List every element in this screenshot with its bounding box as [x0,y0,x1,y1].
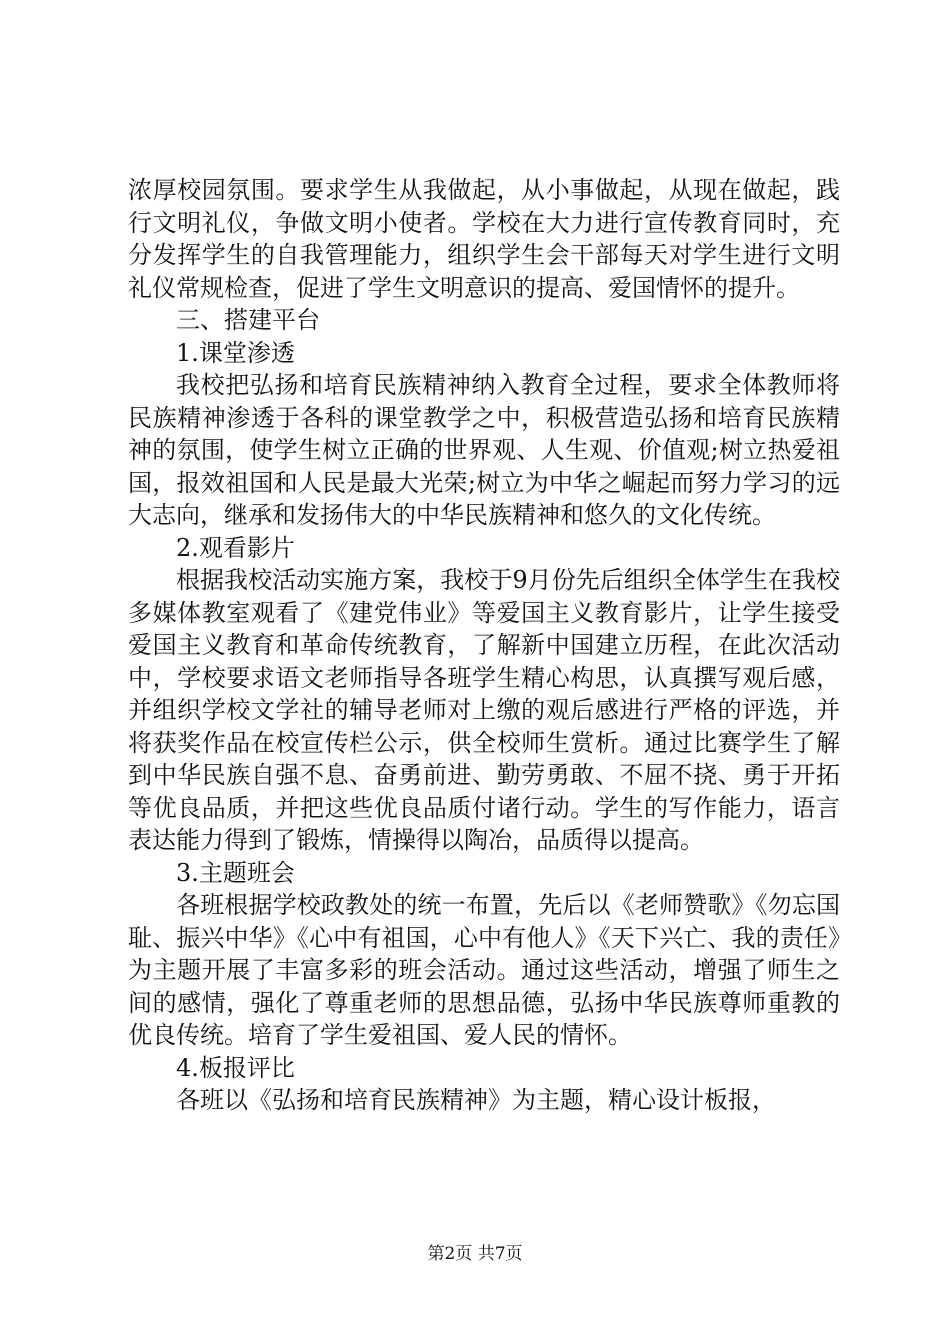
section-heading-3: 三、搭建平台 [176,306,320,334]
paragraph-films: 根据我校活动实施方案，我校于9月份先后组织全体学生在我校多媒体教室观看了《建党伟业》等爱国主义教育影片，让学生接受爱国主义教育和革命传统教育，了解新中国建立历程，在此次活动中，学校要求语文老师指导各班学生精心构思，认真撰写观后感，并组织学校文学社的辅导老师对上缴的观后感进行严格的评选，并将获奖作品在校宣传栏公示，供全校师生赏析。通过比赛学生了解到中华民族自强不息、奋勇前进、勤劳勇敢、不屈不挠、勇于开拓等优良品质，并把这些优良品质付诸行动。学生的写作能力，语言表达能力得到了锻炼，情操得以陶冶，品质得以提高。 [128,566,840,854]
paragraph-blackboard: 各班以《弘扬和培育民族精神》为主题，精心设计板报， [176,1086,776,1114]
subheading-films: 2.观看影片 [176,533,295,562]
subheading-class-meeting: 3.主题班会 [176,858,295,887]
subheading-classroom: 1.课堂渗透 [176,338,295,367]
document-body [128,174,840,1117]
paragraph-class-meeting: 各班根据学校政教处的统一布置，先后以《老师赞歌》《勿忘国耻、振兴中华》《心中有祖国，心中有他人》《天下兴亡、我的责任》为主题开展了丰富多彩的班会活动。通过这些活动，增强了师生之间的感情，强化了尊重老师的思想品德，弘扬中华民族尊师重教的优良传统。培育了学生爱祖国、爱人民的情怀。 [128,891,840,1049]
paragraph-intro: 浓厚校园氛围。要求学生从我做起，从小事做起，从现在做起，践行文明礼仪，争做文明小使者。学校在大力进行宣传教育同时，充分发挥学生的自我管理能力，组织学生会干部每天对学生进行文明礼仪常规检查，促进了学生文明意识的提高、爱国情怀的提升。 [128,176,840,302]
subheading-blackboard: 4.板报评比 [176,1053,295,1082]
paragraph-classroom: 我校把弘扬和培育民族精神纳入教育全过程，要求全体教师将民族精神渗透于各科的课堂教学之中，积极营造弘扬和培育民族精神的氛围，使学生树立正确的世界观、人生观、价值观;树立热爱祖国，报效祖国和人民是最大光荣;树立为中华之崛起而努力学习的远大志向，继承和发扬伟大的中华民族精神和悠久的文化传统。 [128,371,840,529]
page-number-footer: 第2页 共7页 [427,1244,523,1264]
